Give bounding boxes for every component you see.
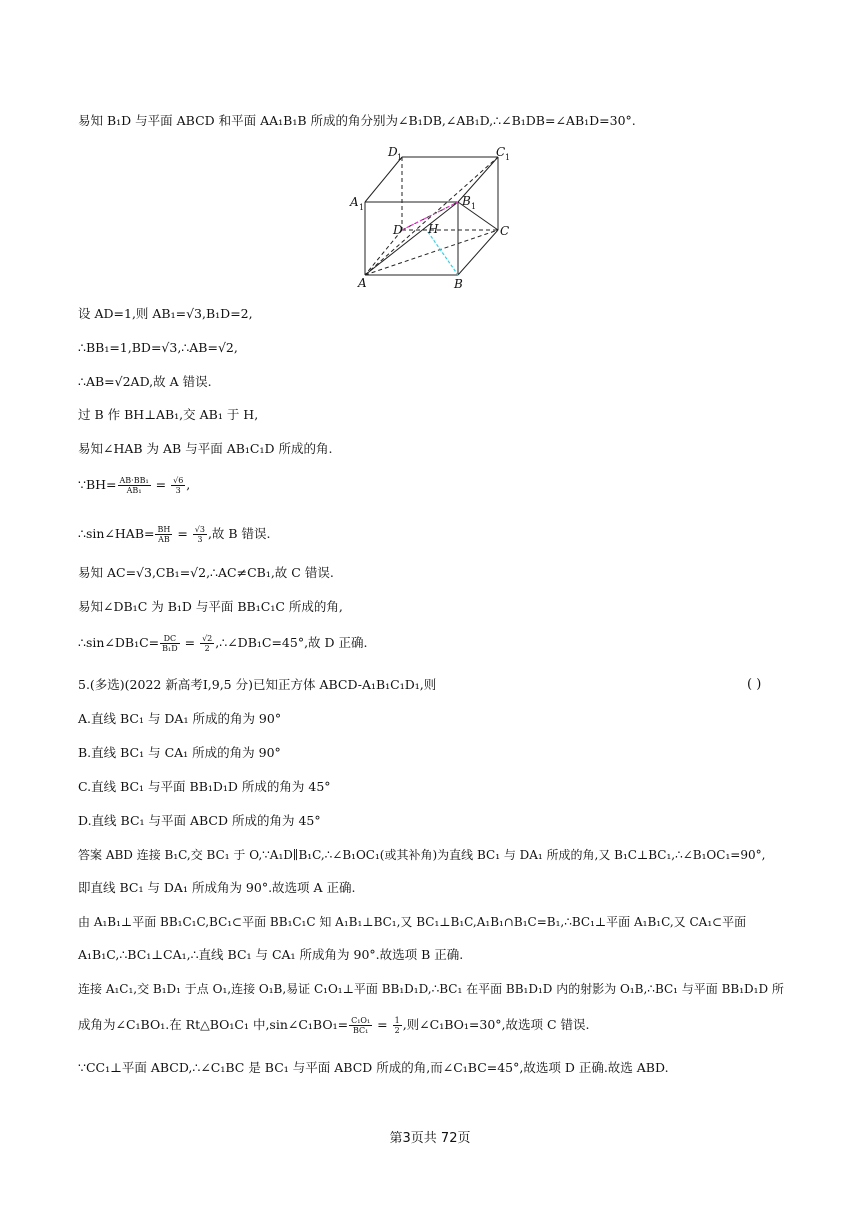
answer-line-7: ∵CC₁⊥平面 ABCD,∴∠C₁BC 是 BC₁ 与平面 ABCD 所成的角,而∠C₁BC=45°,故选项 D 正确.故选 ABD. bbox=[78, 1060, 669, 1075]
answer-line-4: A₁B₁C,∴BC₁⊥CA₁,∴直线 BC₁ 与 CA₁ 所成角为 90°.故选项 B 正确. bbox=[78, 947, 464, 962]
answer-line-2: 即直线 BC₁ 与 DA₁ 所成角为 90°.故选项 A 正确. bbox=[78, 880, 356, 895]
text-line-4: ∴AB=√2AD,故 A 错误. bbox=[78, 374, 212, 389]
fraction: $\frac{\text{C₁O₁}}{\text{BC₁}}$ bbox=[351, 1016, 371, 1035]
fraction: $\frac{√6}{3}$ bbox=[173, 476, 184, 495]
label-b: B bbox=[454, 277, 463, 290]
fraction: $\frac{DC}{\text{B₁D}}$ bbox=[162, 634, 178, 653]
option-d: D.直线 BC₁ 与平面 ABCD 所成的角为 45° bbox=[78, 813, 321, 828]
label-d: D bbox=[393, 223, 403, 237]
text-line-3: ∴BB₁=1,BD=√3,∴AB=√2, bbox=[78, 340, 238, 355]
label-d1: D bbox=[388, 145, 398, 159]
text-line-8: ∴sin∠HAB= $\frac{BH}{AB}$ = $\frac{√3}{3}$ ,故 B 错误. bbox=[78, 525, 271, 544]
fraction: $\frac{BH}{AB}$ bbox=[157, 525, 171, 544]
text-line-11: ∴sin∠DB₁C= $\frac{DC}{\text{B₁D}}$ = $\frac{√2}{2}$ ,∴∠DB₁C=45°,故 D 正确. bbox=[78, 634, 368, 653]
page-footer: 第3页共 72页 bbox=[389, 1131, 471, 1146]
label-h: H bbox=[428, 222, 439, 236]
option-b: B.直线 BC₁ 与 CA₁ 所成的角为 90° bbox=[78, 745, 281, 760]
answer-line-5: 连接 A₁C₁,交 B₁D₁ 于点 O₁,连接 O₁B,易证 C₁O₁⊥平面 BB₁D₁D,∴BC₁ 在平面 BB₁D₁D 内的射影为 O₁B,∴BC₁ 与平面 BB₁D₁D 所 bbox=[78, 982, 784, 996]
text-line-7: ∵BH= $\frac{\text{AB·BB₁}}{\text{AB₁}}$ = $\frac{√6}{3}$ , bbox=[78, 476, 191, 495]
question-5-stem: 5.(多选)(2022 新高考Ⅰ,9,5 分)已知正方体 ABCD-A₁B₁C₁D₁,则 bbox=[78, 677, 437, 692]
label-b1: B bbox=[462, 194, 471, 208]
text-line-10: 易知∠DB₁C 为 B₁D 与平面 BB₁C₁C 所成的角, bbox=[78, 599, 343, 614]
label-c1: C bbox=[496, 145, 506, 159]
svg-text:1: 1 bbox=[505, 153, 511, 162]
label-c: C bbox=[500, 224, 510, 238]
answer-line-1: 答案 ABD 连接 B₁C,交 BC₁ 于 O,∵A₁D∥B₁C,∴∠B₁OC₁(或其补角)为直线 BC₁ 与 DA₁ 所成的角,又 B₁C⊥BC₁,∴∠B₁OC₁=90°, bbox=[78, 848, 766, 862]
fraction: $\frac{√2}{2}$ bbox=[202, 634, 213, 653]
fraction: $\frac{\text{AB·BB₁}}{\text{AB₁}}$ bbox=[119, 476, 149, 495]
text-line-1: 易知 B₁D 与平面 ABCD 和平面 AA₁B₁B 所成的角分别为∠B₁DB,∠AB₁D,∴∠B₁DB=∠AB₁D=30°. bbox=[78, 113, 636, 128]
label-a1: A bbox=[350, 195, 359, 209]
text-line-2: 设 AD=1,则 AB₁=√3,B₁D=2, bbox=[78, 306, 253, 321]
option-c: C.直线 BC₁ 与平面 BB₁D₁D 所成的角为 45° bbox=[78, 779, 331, 794]
text-line-9: 易知 AC=√3,CB₁=√2,∴AC≠CB₁,故 C 错误. bbox=[78, 565, 334, 580]
answer-line-3: 由 A₁B₁⊥平面 BB₁C₁C,BC₁⊂平面 BB₁C₁C 知 A₁B₁⊥BC₁,又 BC₁⊥B₁C,A₁B₁∩B₁C=B₁,∴BC₁⊥平面 A₁B₁C,又 CA₁⊂平面 bbox=[78, 915, 747, 929]
svg-text:1: 1 bbox=[471, 202, 477, 211]
svg-text:1: 1 bbox=[359, 203, 365, 212]
fraction: $\frac{√3}{3}$ bbox=[194, 525, 205, 544]
answer-blank: ( ) bbox=[747, 677, 762, 692]
option-a: A.直线 BC₁ 与 DA₁ 所成的角为 90° bbox=[78, 711, 282, 726]
fraction: $\frac{1}{2}$ bbox=[394, 1016, 400, 1035]
svg-text:1: 1 bbox=[397, 153, 403, 162]
text-line-5: 过 B 作 BH⊥AB₁,交 AB₁ 于 H, bbox=[78, 407, 259, 422]
label-a: A bbox=[358, 276, 367, 290]
answer-line-6: 成角为∠C₁BO₁.在 Rt△BO₁C₁ 中,sin∠C₁BO₁= $\frac{\text{C₁O₁}}{\text{BC₁}}$ = $\frac{1}{2}$ ,则∠C₁BO₁=30°,故选项 C 错误. bbox=[78, 1016, 590, 1035]
cube-figure bbox=[340, 140, 530, 290]
text-line-6: 易知∠HAB 为 AB 与平面 AB₁C₁D 所成的角. bbox=[78, 441, 333, 456]
